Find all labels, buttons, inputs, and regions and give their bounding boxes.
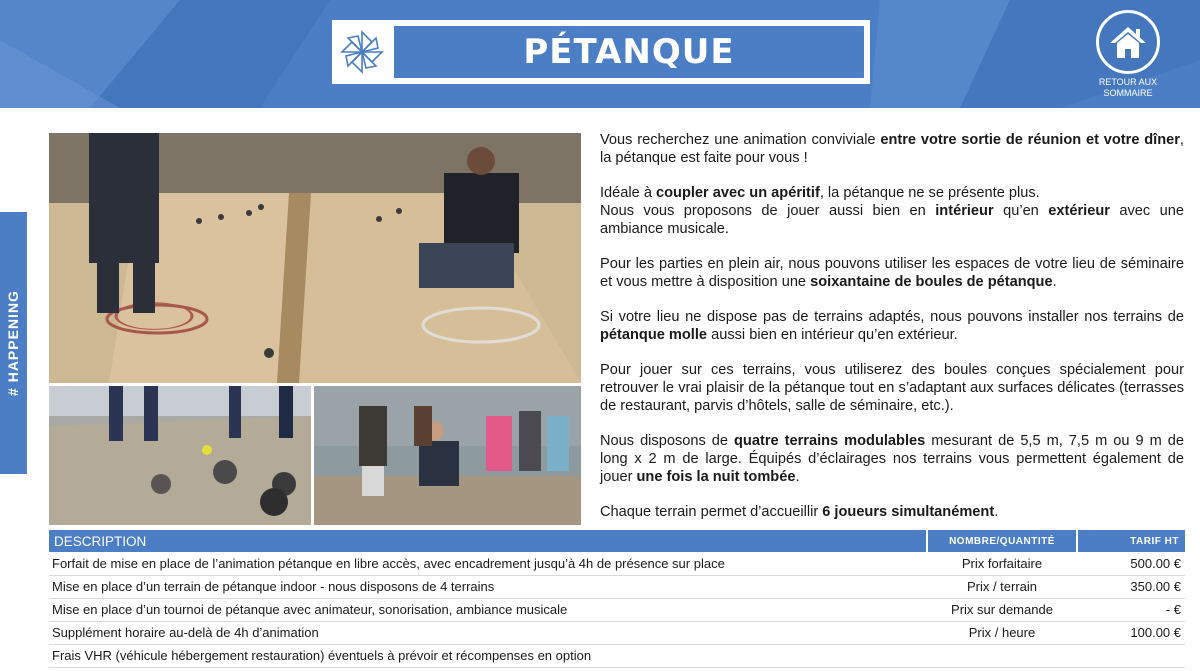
table-header-row bbox=[49, 530, 1185, 552]
table-row bbox=[49, 552, 1185, 575]
house-icon bbox=[1108, 24, 1148, 60]
photo-players-group bbox=[314, 386, 581, 525]
column-header-description: DESCRIPTION bbox=[49, 530, 927, 552]
section-side-tab-label: # HAPPENING bbox=[5, 290, 21, 396]
table-row bbox=[49, 644, 1185, 667]
photo-petanque-balls bbox=[49, 386, 311, 525]
pinwheel-logo-icon bbox=[336, 24, 388, 80]
intro-paragraph-2: Idéale à coupler avec un apéritif, la pétanque ne se présente plus. Nous vous proposons de jouer aussi bien en intérieur qu’en extérieur avec une ambiance musicale. bbox=[600, 185, 1185, 237]
page-title: PÉTANQUE bbox=[523, 32, 735, 72]
intro-paragraph-4: Si votre lieu ne dispose pas de terrains adaptés, nous pouvons installer nos terrains de pétanque molle aussi bien en intérieur qu’en extérieur. bbox=[600, 309, 1184, 343]
row-quantity bbox=[927, 644, 1077, 667]
row-description: Frais VHR (véhicule hébergement restauration) éventuels à prévoir et récompenses en option bbox=[49, 644, 927, 667]
row-price: - € bbox=[1077, 598, 1185, 621]
intro-paragraph-1: Vous recherchez une animation conviviale entre votre sortie de réunion et votre dîner, la pétanque est faite pour vous ! bbox=[600, 132, 1184, 166]
intro-paragraph-6: Nous disposons de quatre terrains modulables mesurant de 5,5 m, 7,5 m ou 9 m de long x 2 m de large. Équipés d’éclairages nos terrains vous permettent également de jouer une fois la nuit tombée. bbox=[600, 433, 1184, 485]
row-quantity: Prix / terrain bbox=[927, 575, 1077, 598]
intro-paragraph-7: Chaque terrain permet d’accueillir 6 joueurs simultanément. bbox=[600, 504, 999, 520]
home-caption-line2: SOMMAIRE bbox=[1103, 88, 1153, 98]
intro-paragraph-3: Pour les parties en plein air, nous pouvons utiliser les espaces de votre lieu de séminaire et vous mettre à disposition une soixantaine de boules de pétanque. bbox=[600, 256, 1184, 290]
home-caption-line1: RETOUR AUX bbox=[1098, 77, 1158, 87]
row-quantity: Prix sur demande bbox=[927, 598, 1077, 621]
row-price bbox=[1077, 644, 1185, 667]
row-quantity: Prix forfaitaire bbox=[927, 552, 1077, 575]
table-row bbox=[49, 621, 1185, 644]
row-description: Mise en place d’un terrain de pétanque indoor - nous disposons de 4 terrains bbox=[49, 575, 927, 598]
column-header-price: TARIF HT bbox=[1077, 530, 1185, 552]
row-price: 100.00 € bbox=[1077, 621, 1185, 644]
row-description: Mise en place d’un tournoi de pétanque avec animateur, sonorisation, ambiance musicale bbox=[49, 598, 927, 621]
row-quantity: Prix / heure bbox=[927, 621, 1077, 644]
table-row bbox=[49, 575, 1185, 598]
table-row bbox=[49, 598, 1185, 621]
title-box bbox=[332, 20, 870, 84]
header-banner bbox=[0, 0, 1200, 108]
row-price: 350.00 € bbox=[1077, 575, 1185, 598]
intro-paragraph-5: Pour jouer sur ces terrains, vous utiliserez des boules conçues spécialement pour retrouver le vrai plaisir de la pétanque tout en s’adaptant aux surfaces délicates (terrasses de restaurant, parvis d’hôtels, salle de séminaire, etc.). bbox=[600, 362, 1184, 414]
column-header-quantity: NOMBRE/QUANTITÉ bbox=[927, 530, 1077, 552]
row-price: 500.00 € bbox=[1077, 552, 1185, 575]
price-table bbox=[49, 530, 1185, 668]
title-panel bbox=[392, 24, 866, 80]
photo-indoor-petanque-court bbox=[49, 133, 581, 383]
row-description: Supplément horaire au-delà de 4h d’animation bbox=[49, 621, 927, 644]
home-caption[interactable] bbox=[1078, 77, 1178, 99]
home-button[interactable] bbox=[1096, 10, 1160, 74]
row-description: Forfait de mise en place de l’animation pétanque en libre accès, avec encadrement jusqu’à 4h de présence sur place bbox=[49, 552, 927, 575]
intro-text bbox=[600, 131, 1184, 538]
